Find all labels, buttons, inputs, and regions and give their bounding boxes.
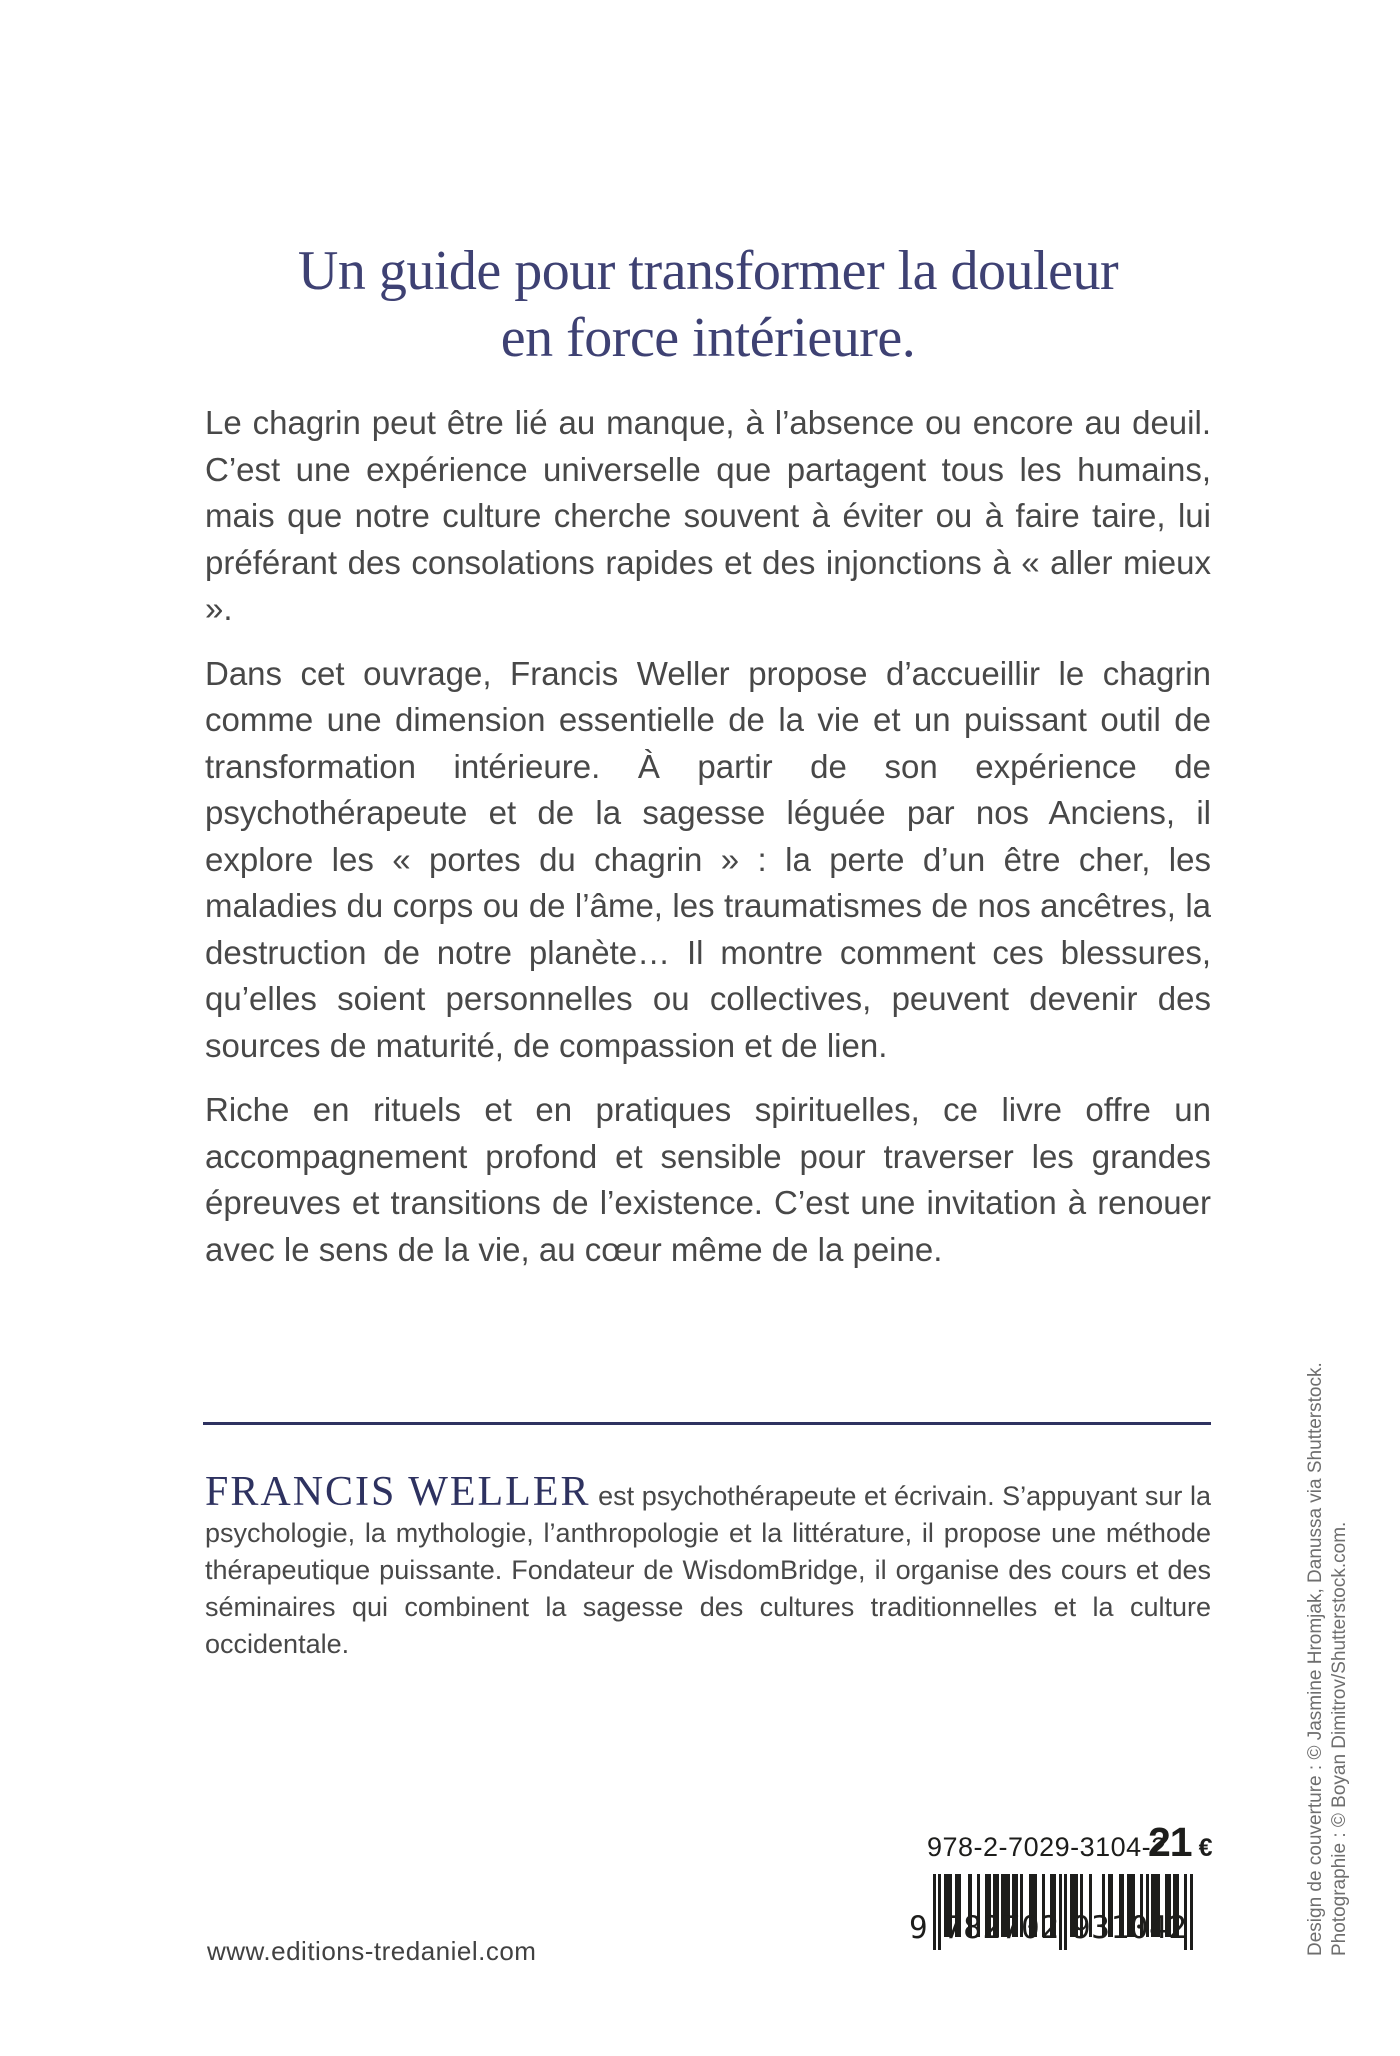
synopsis-paragraph: Dans cet ouvrage, Francis Weller propose d’accueillir le chagrin comme une dimension essentielle de la vie et un puissant outil de transformation intérieure. À partir de son expérience de psychothérapeute et de la sagesse léguée par nos Anciens, il explore les « portes du chagrin » : la perte d’un être cher, les maladies du corps ou de l’âme, les traumatismes de nos ancêtres, la destruction de notre planète… Il montre comment ces blessures, qu’elles soient personnelles ou collectives, peuvent devenir des sources de maturité, de compassion et de lien. xyxy=(205,654,1211,1064)
cover-design-credit: Design de couverture : © Jasmine Hromjak, Danussa via Shutterstock. xyxy=(1305,1362,1326,1956)
isbn-number: 978-2-7029-3104-2 xyxy=(927,1832,1167,1862)
isbn-price-row xyxy=(927,1819,1227,1866)
synopsis-paragraph: Riche en rituels et en pratiques spirituelles, ce livre offre un accompagnement profond et sensible pour traverser les grandes épreuves et transitions de l’existence. C’est une invitation à renouer avec le sens de la vie, au cœur même de la peine. xyxy=(205,1091,1211,1268)
publisher-website: www.editions-tredaniel.com xyxy=(207,1936,537,1966)
author-name: FRANCIS WELLER xyxy=(205,1469,591,1515)
ean13-barcode xyxy=(909,1874,1195,1974)
barcode-lead-digit: 9 xyxy=(909,1910,928,1946)
photo-credit: Photographie : © Boyan Dimitrov/Shutterstock.com. xyxy=(1329,1521,1350,1956)
synopsis xyxy=(205,400,1211,1273)
author-bio xyxy=(205,1469,1211,1663)
barcode-left-digits: 782702 xyxy=(944,1910,1060,1946)
barcode-right-digits: 931042 xyxy=(1072,1910,1188,1946)
euro-currency-symbol: € xyxy=(1198,1834,1213,1862)
title-line-1: Un guide pour transformer la douleur xyxy=(297,240,1119,302)
synopsis-paragraph: Le chagrin peut être lié au manque, à l’absence ou encore au deuil. C’est une expérience universelle que partagent tous les humains, mais que notre culture cherche souvent à éviter ou à faire taire, lui préférant des consolations rapides et des injonctions à « aller mieux ». xyxy=(205,404,1211,627)
author-bio-text: est psychothérapeute et écrivain. S’appuyant sur la psychologie, la mythologie, l’anthropologie et la littérature, il propose une méthode thérapeutique puissante. Fondateur de WisdomBridge, il organise des cours et des séminaires qui combinent la sagesse des cultures traditionnelles et la culture occidentale. xyxy=(205,1481,1211,1659)
title-line-2: en force intérieure. xyxy=(500,307,916,369)
price xyxy=(1148,1819,1213,1866)
back-cover-title xyxy=(205,238,1211,372)
divider-rule xyxy=(203,1422,1211,1425)
barcode-digits xyxy=(909,1910,1195,1950)
price-number: 21 xyxy=(1148,1819,1192,1865)
